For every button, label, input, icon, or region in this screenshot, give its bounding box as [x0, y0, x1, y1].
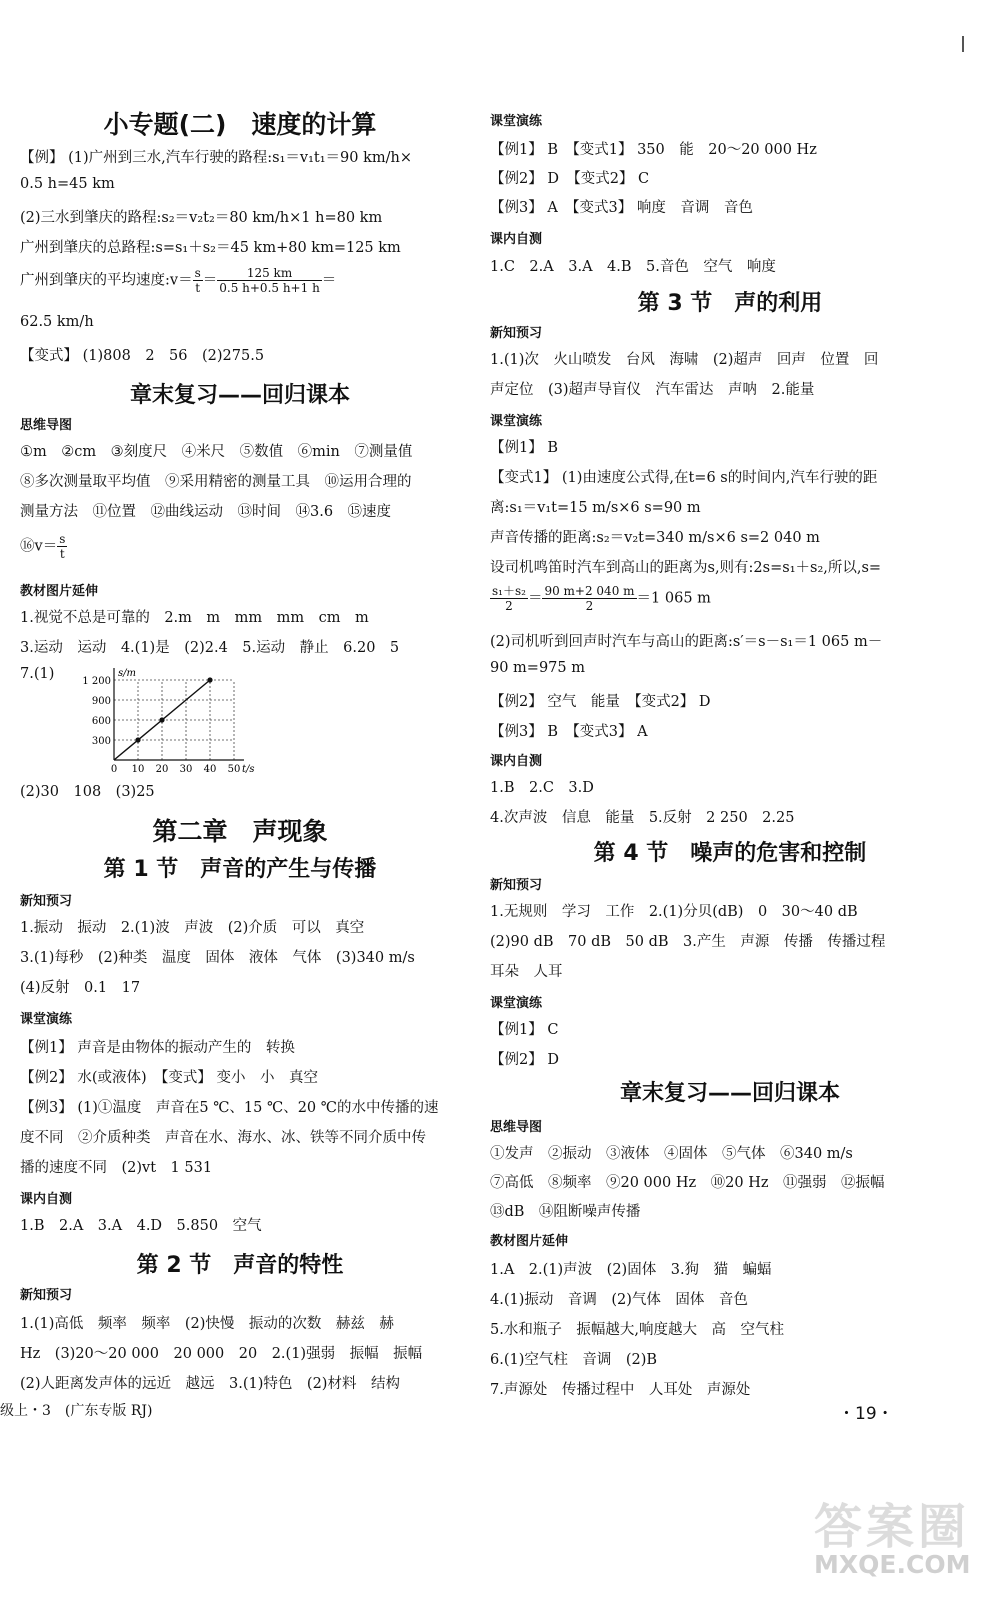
text-line: 【例1】 B 【变式1】 350 能 20～20 000 Hz	[490, 142, 817, 158]
text-line: 【例1】 C	[490, 1022, 559, 1038]
numerator: 90 m+2 040 m	[544, 584, 635, 598]
section-label: 课堂演练	[20, 1012, 73, 1027]
text-line: 1.B 2.C 3.D	[490, 780, 594, 796]
section-label: 课堂演练	[490, 996, 543, 1011]
section-label: 教材图片延伸	[20, 584, 99, 599]
page-number: ・19・	[838, 1404, 894, 1424]
numerator: s₁＋s₂	[492, 584, 526, 598]
text-line: 3.运动 运动 4.(1)是 (2)2.4 5.运动 静止 6.20 5	[20, 640, 400, 656]
text-line: ①m ②cm ③刻度尺 ④米尺 ⑤数值 ⑥min ⑦测量值	[20, 444, 413, 460]
footer-text: 级上・3 (广东专版 RJ)	[0, 1403, 153, 1419]
denominator: 2	[585, 599, 594, 613]
text-line: 90 m=975 m	[490, 660, 585, 676]
y-tick-label: 1 200	[82, 676, 111, 687]
text-line: 【例1】 B	[490, 440, 558, 456]
avg-speed-formula	[20, 266, 336, 295]
watermark-logo	[810, 1488, 975, 1590]
y-tick-label: 600	[91, 716, 111, 727]
q7-label: 7.(1)	[20, 666, 55, 682]
text-line: 1.A 2.(1)声波 (2)固体 3.狗 猫 蝙蝠	[490, 1262, 772, 1278]
equals: ＝	[527, 590, 543, 607]
formula-prefix: ⑯v＝	[20, 538, 58, 555]
text-line: 【例2】 空气 能量 【变式2】 D	[490, 694, 711, 710]
text-line: 耳朵 人耳	[490, 964, 563, 980]
text-line: 5.水和瓶子 振幅越大,响度越大 高 空气柱	[490, 1322, 784, 1338]
data-point	[207, 677, 212, 682]
x-tick-label: 10	[131, 764, 145, 775]
fraction-line	[490, 584, 711, 613]
denominator: 2	[505, 599, 513, 613]
denominator: t	[59, 547, 65, 561]
text-line: 【例2】 水(或液体) 【变式】 变小 小 真空	[20, 1070, 319, 1086]
y-axis-label: s/m	[118, 668, 136, 679]
section-label: 思维导图	[20, 418, 73, 433]
review-title: 章末复习——回归课本	[129, 383, 350, 408]
x-tick-label: 40	[203, 764, 217, 775]
fraction	[57, 532, 67, 561]
section-title: 第 2 节 声音的特性	[136, 1253, 344, 1278]
data-point	[135, 737, 140, 742]
text-line: (2)人距离发声体的远近 越远 3.(1)特色 (2)材料 结构	[20, 1376, 400, 1392]
text-line: 【变式1】 (1)由速度公式得,在t=6 s的时间内,汽车行驶的距	[490, 470, 878, 486]
section-label: 课堂演练	[490, 114, 543, 129]
text-line: (2)90 dB 70 dB 50 dB 3.产生 声源 传播 传播过程	[490, 934, 886, 950]
y-tick-label: 900	[91, 696, 111, 707]
text-line: ①发声 ②振动 ③液体 ④固体 ⑤气体 ⑥340 m/s	[490, 1146, 853, 1162]
margin-mark	[962, 36, 964, 52]
x-tick-label: 0	[110, 764, 118, 775]
text-line: (2)30 108 (3)25	[20, 784, 155, 800]
section-label: 新知预习	[490, 878, 543, 893]
text-line: 4.次声波 信息 能量 5.反射 2 250 2.25	[490, 810, 795, 826]
text-line: ⑦高低 ⑧频率 ⑨20 000 Hz ⑩20 Hz ⑪强弱 ⑫振幅	[490, 1175, 885, 1191]
text-line: ⑧多次测量取平均值 ⑨采用精密的测量工具 ⑩运用合理的	[20, 474, 412, 490]
text-line: 【例2】 D	[490, 1052, 559, 1068]
denominator: 0.5 h+0.5 h+1 h	[219, 281, 320, 295]
text-line: 1.(1)高低 频率 频率 (2)快慢 振动的次数 赫兹 赫	[20, 1316, 394, 1332]
text-line: 广州到肇庆的总路程:s=s₁＋s₂＝45 km+80 km=125 km	[20, 240, 401, 256]
text-line: 1.C 2.A 3.A 4.B 5.音色 空气 响度	[490, 259, 776, 275]
fraction	[193, 266, 203, 295]
section-label: 新知预习	[20, 894, 73, 909]
text-line: (4)反射 0.1 17	[20, 980, 141, 996]
section-title: 第 3 节 声的利用	[637, 291, 823, 316]
text-line: 度不同 ②介质种类 声音在水、海水、冰、铁等不同介质中传	[20, 1130, 426, 1146]
text-line: 3.(1)每秒 (2)种类 温度 固体 液体 气体 (3)340 m/s	[20, 950, 415, 966]
text-line: 1.无规则 学习 工作 2.(1)分贝(dB) 0 30～40 dB	[490, 904, 858, 920]
denominator: t	[195, 281, 201, 295]
text-line: 1.振动 振动 2.(1)波 声波 (2)介质 可以 真空	[20, 920, 365, 936]
text-line: Hz (3)20～20 000 20 000 20 2.(1)强弱 振幅 振幅	[20, 1346, 423, 1362]
text-line: 6.(1)空气柱 音调 (2)B	[490, 1352, 658, 1368]
watermark-url: MXQE.COM	[814, 1550, 971, 1579]
x-tick-label: 20	[155, 764, 169, 775]
fraction	[217, 266, 322, 295]
equals: ＝	[202, 272, 218, 289]
fraction	[542, 584, 636, 613]
chapter-title: 第二章 声现象	[152, 817, 328, 846]
text-line: 声定位 (3)超声导盲仪 汽车雷达 声呐 2.能量	[490, 382, 815, 398]
section-label: 课内自测	[20, 1192, 73, 1207]
text-line: ⑬dB ⑭阻断噪声传播	[490, 1204, 641, 1220]
numerator: 125 km	[217, 266, 322, 281]
watermark-text: 答案圈	[814, 1499, 971, 1555]
text-line: 设司机鸣笛时汽车到高山的距离为s,则有:2s=s₁＋s₂,所以,s=	[490, 560, 882, 576]
section-label: 课堂演练	[490, 414, 543, 429]
text-line: 0.5 h=45 km	[20, 176, 115, 192]
text-line: 声音传播的距离:s₂＝v₂t=340 m/s×6 s=2 040 m	[490, 530, 820, 546]
section-label: 课内自测	[490, 232, 543, 247]
text-line: 1.B 2.A 3.A 4.D 5.850 空气	[20, 1218, 262, 1234]
text-line: 离:s₁＝v₁t=15 m/s×6 s=90 m	[490, 500, 701, 516]
formula-prefix: 广州到肇庆的平均速度:v＝	[20, 272, 193, 289]
text-line: 【例3】 B 【变式3】 A	[490, 724, 648, 740]
text-line: 【例2】 D 【变式2】 C	[490, 171, 650, 187]
text-line: 1.视觉不总是可靠的 2.m m mm mm cm m	[20, 610, 369, 626]
special-title: 小专题(二) 速度的计算	[103, 110, 377, 139]
text-line: 4.(1)振动 音调 (2)气体 固体 音色	[490, 1292, 748, 1308]
text-line: 【例】 (1)广州到三水,汽车行驶的路程:s₁＝v₁t₁＝90 km/h×	[20, 150, 413, 166]
section-label: 新知预习	[490, 326, 543, 341]
section-title: 第 4 节 噪声的危害和控制	[593, 841, 867, 866]
text-line: 【例3】 (1)①温度 声音在5 ℃、15 ℃、20 ℃的水中传播的速	[20, 1100, 439, 1116]
text-line: 【变式】 (1)808 2 56 (2)275.5	[20, 348, 265, 364]
equals: ＝	[321, 272, 337, 289]
formula-line	[20, 532, 67, 561]
section-label: 新知预习	[20, 1288, 73, 1303]
section-label: 教材图片延伸	[490, 1234, 569, 1249]
result: ＝1 065 m	[636, 590, 711, 607]
review-title: 章末复习——回归课本	[619, 1081, 840, 1106]
text-line: 7.声源处 传播过程中 人耳处 声源处	[490, 1382, 751, 1398]
section-label: 课内自测	[490, 754, 543, 769]
x-axis-label: t/s	[242, 764, 255, 775]
y-tick-label: 300	[91, 736, 111, 747]
numerator: s	[59, 532, 66, 546]
section-label: 思维导图	[490, 1120, 543, 1135]
data-point	[159, 717, 164, 722]
x-tick-label: 50	[227, 764, 241, 775]
text-line: 【例1】 声音是由物体的振动产生的 转换	[20, 1040, 295, 1056]
text-line: (2)三水到肇庆的路程:s₂＝v₂t₂＝80 km/h×1 h=80 km	[20, 210, 383, 226]
numerator: s	[194, 266, 201, 280]
section-title: 第 1 节 声音的产生与传播	[103, 857, 377, 882]
text-line: 【例3】 A 【变式3】 响度 音调 音色	[490, 200, 753, 216]
text-line: (2)司机听到回声时汽车与高山的距离:s′＝s－s₁＝1 065 m－	[490, 634, 883, 650]
text-line: 1.(1)次 火山喷发 台风 海啸 (2)超声 回声 位置 回	[490, 352, 879, 368]
fraction	[490, 584, 528, 613]
text-line: 测量方法 ⑪位置 ⑫曲线运动 ⑬时间 ⑭3.6 ⑮速度	[20, 504, 392, 520]
x-tick-label: 30	[179, 764, 193, 775]
distance-time-chart	[72, 660, 262, 778]
text-line: 播的速度不同 (2)vt 1 531	[20, 1160, 213, 1176]
text-line: 62.5 km/h	[20, 314, 94, 330]
